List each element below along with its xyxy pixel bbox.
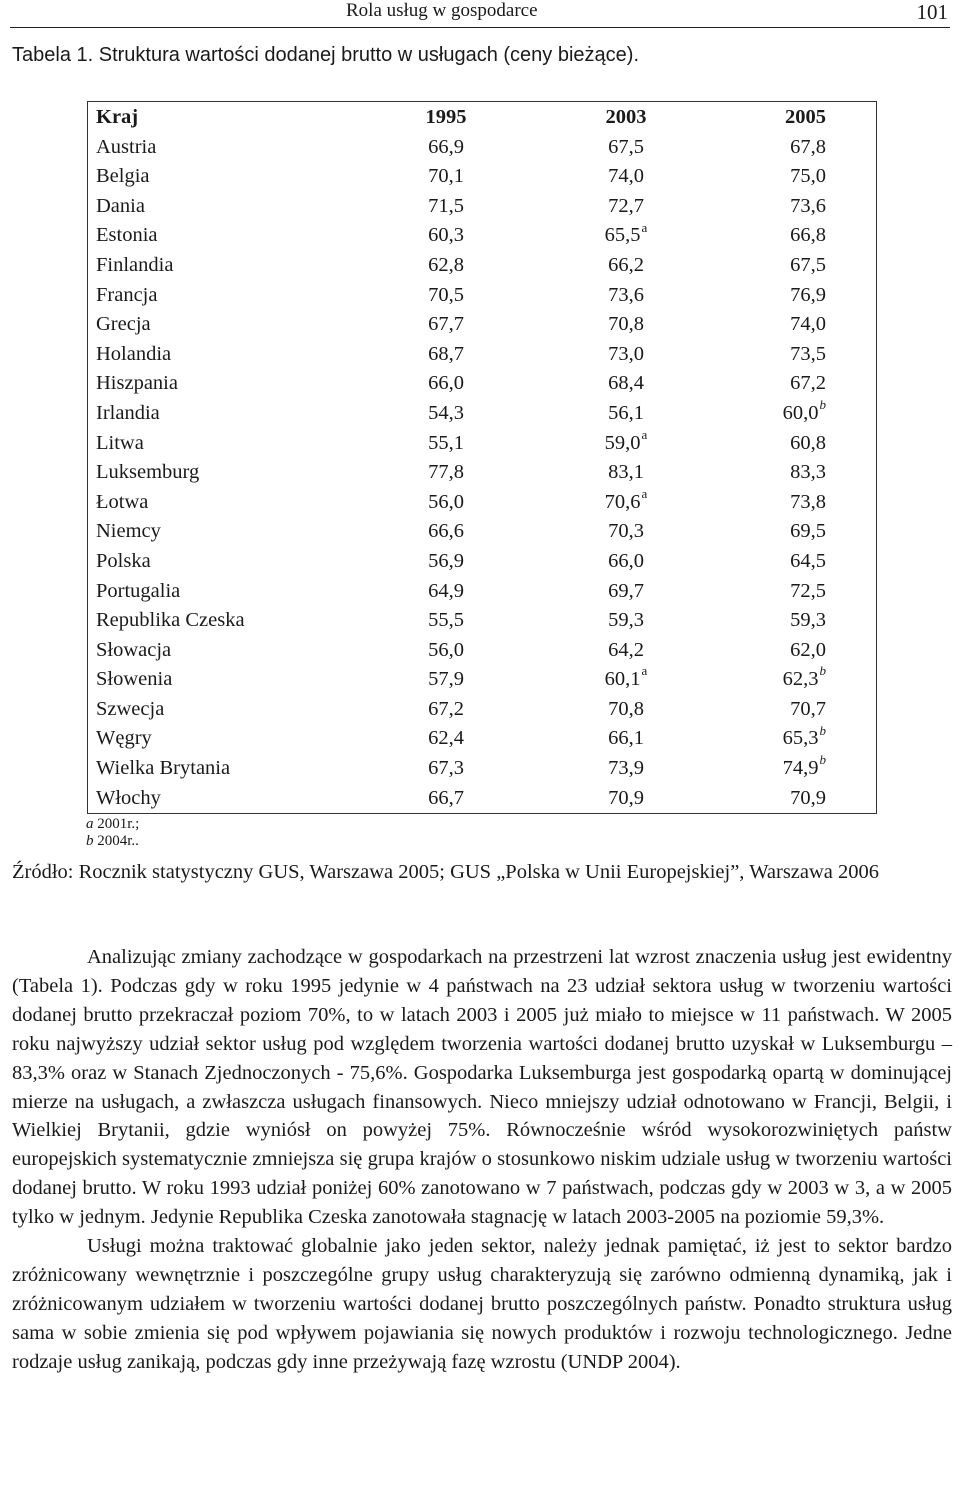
cell-2003 xyxy=(536,754,716,784)
cell-1995 xyxy=(356,724,536,754)
cell-1995 xyxy=(356,221,536,251)
cell-country xyxy=(88,340,357,370)
cell-country-value: Estonia xyxy=(96,224,158,247)
page-number: 101 xyxy=(916,0,948,24)
footnote-marker: b xyxy=(819,752,826,768)
column-header-2005: 2005 xyxy=(785,106,826,128)
cell-country-value: Luksemburg xyxy=(96,461,200,484)
cell-2003 xyxy=(536,577,716,607)
cell-2003 xyxy=(536,281,716,311)
cell-2005 xyxy=(716,577,877,607)
cell-2003-value: 65,5 xyxy=(604,224,641,247)
cell-1995 xyxy=(356,369,536,399)
cell-2005 xyxy=(716,665,877,695)
table-row xyxy=(88,577,877,607)
footnote-b xyxy=(86,833,139,850)
cell-country-value: Litwa xyxy=(96,431,144,454)
footnote-marker: b xyxy=(819,722,826,738)
cell-2005 xyxy=(716,162,877,192)
cell-1995 xyxy=(356,458,536,488)
cell-1995-value: 66,0 xyxy=(428,372,464,395)
cell-2003-value: 72,7 xyxy=(608,194,644,217)
cell-2003-value: 69,7 xyxy=(608,579,644,602)
cell-1995 xyxy=(356,251,536,281)
cell-country xyxy=(88,724,357,754)
cell-2005-value: 62,3 xyxy=(782,668,819,691)
cell-1995-value: 66,7 xyxy=(428,786,464,809)
cell-2003-value: 59,3 xyxy=(608,609,644,632)
cell-country xyxy=(88,547,357,577)
cell-2003 xyxy=(536,162,716,192)
footnote-a xyxy=(86,816,139,833)
cell-1995 xyxy=(356,281,536,311)
cell-country xyxy=(88,281,357,311)
table-row xyxy=(88,665,877,695)
cell-2003-value: 70,8 xyxy=(608,313,644,336)
footnote-text: 2004r.. xyxy=(93,833,139,849)
cell-2005 xyxy=(716,606,877,636)
footnote-mark: a xyxy=(86,816,94,832)
cell-2005-value: 60,8 xyxy=(790,431,826,454)
cell-country-value: Austria xyxy=(96,135,157,158)
cell-1995 xyxy=(356,636,536,666)
cell-2005-value: 73,5 xyxy=(790,342,826,365)
cell-2005 xyxy=(716,369,877,399)
cell-1995-value: 57,9 xyxy=(428,668,464,691)
cell-2005-value: 67,5 xyxy=(790,253,826,276)
body-text xyxy=(12,943,952,1377)
table-row xyxy=(88,517,877,547)
cell-2005-value: 59,3 xyxy=(790,609,826,632)
cell-country xyxy=(88,754,357,784)
cell-2003 xyxy=(536,636,716,666)
cell-1995 xyxy=(356,162,536,192)
cell-2005-value: 66,8 xyxy=(790,224,826,247)
column-header-1995: 1995 xyxy=(425,106,467,128)
cell-2003 xyxy=(536,310,716,340)
cell-country xyxy=(88,429,357,459)
cell-country-value: Szwecja xyxy=(96,697,165,720)
cell-2005 xyxy=(716,636,877,666)
table-row xyxy=(88,606,877,636)
cell-1995-value: 66,6 xyxy=(428,520,464,543)
table-row xyxy=(88,221,877,251)
cell-2003-value: 83,1 xyxy=(608,461,644,484)
cell-1995-value: 54,3 xyxy=(428,401,464,424)
cell-2003 xyxy=(536,665,716,695)
table-header-row xyxy=(88,102,877,133)
cell-country xyxy=(88,606,357,636)
footnote-marker: a xyxy=(641,426,648,442)
footnote-text: 2001r.; xyxy=(93,816,140,832)
cell-2005 xyxy=(716,251,877,281)
cell-country-value: Niemcy xyxy=(96,520,161,543)
cell-2003-value: 60,1 xyxy=(604,668,641,691)
value-added-table xyxy=(87,101,877,814)
cell-1995-value: 56,9 xyxy=(428,549,464,572)
cell-country-value: Grecja xyxy=(96,313,151,336)
cell-2005 xyxy=(716,399,877,429)
cell-2005-value: 75,0 xyxy=(790,165,826,188)
table-row xyxy=(88,695,877,725)
cell-2003-value: 73,6 xyxy=(608,283,644,306)
cell-2003-value: 70,3 xyxy=(608,520,644,543)
cell-2003 xyxy=(536,251,716,281)
cell-1995-value: 55,1 xyxy=(428,431,464,454)
cell-country-value: Hiszpania xyxy=(96,372,178,395)
cell-country xyxy=(88,369,357,399)
cell-country-value: Węgry xyxy=(96,727,152,750)
cell-2003 xyxy=(536,133,716,163)
table-row xyxy=(88,281,877,311)
cell-2005 xyxy=(716,547,877,577)
cell-1995-value: 70,5 xyxy=(428,283,464,306)
cell-2005-value: 65,3 xyxy=(782,727,819,750)
table-row xyxy=(88,369,877,399)
table-row xyxy=(88,340,877,370)
cell-country xyxy=(88,133,357,163)
column-header-country: Kraj xyxy=(96,106,139,128)
cell-2003 xyxy=(536,221,716,251)
footnote-marker: b xyxy=(819,397,826,413)
cell-country xyxy=(88,577,357,607)
cell-country-value: Łotwa xyxy=(96,490,149,513)
cell-2005 xyxy=(716,221,877,251)
cell-1995 xyxy=(356,695,536,725)
cell-2005-value: 73,8 xyxy=(790,490,826,513)
cell-2003-value: 66,1 xyxy=(608,727,644,750)
cell-country-value: Portugalia xyxy=(96,579,181,602)
cell-country xyxy=(88,517,357,547)
cell-2005-value: 70,7 xyxy=(790,697,826,720)
cell-1995 xyxy=(356,340,536,370)
cell-2003-value: 70,6 xyxy=(604,490,641,513)
cell-2005-value: 67,2 xyxy=(790,372,826,395)
cell-2003-value: 68,4 xyxy=(608,372,644,395)
cell-1995-value: 60,3 xyxy=(428,224,464,247)
cell-2005-value: 76,9 xyxy=(790,283,826,306)
cell-country xyxy=(88,310,357,340)
cell-country-value: Finlandia xyxy=(96,253,174,276)
cell-2005-value: 70,9 xyxy=(790,786,826,809)
cell-2003-value: 56,1 xyxy=(608,401,644,424)
cell-2005-value: 62,0 xyxy=(790,638,826,661)
cell-2005 xyxy=(716,133,877,163)
cell-1995-value: 56,0 xyxy=(428,490,464,513)
cell-1995 xyxy=(356,310,536,340)
cell-country-value: Wielka Brytania xyxy=(96,757,231,780)
cell-country-value: Republika Czeska xyxy=(96,609,245,632)
cell-1995 xyxy=(356,429,536,459)
cell-1995-value: 68,7 xyxy=(428,342,464,365)
table-row xyxy=(88,310,877,340)
table-row xyxy=(88,162,877,192)
cell-2003 xyxy=(536,784,716,814)
cell-2003-value: 59,0 xyxy=(604,431,641,454)
cell-1995-value: 55,5 xyxy=(428,609,464,632)
cell-2005-value: 60,0 xyxy=(782,401,819,424)
cell-2003 xyxy=(536,369,716,399)
cell-1995-value: 66,9 xyxy=(428,135,464,158)
cell-2005 xyxy=(716,429,877,459)
cell-country xyxy=(88,488,357,518)
cell-country xyxy=(88,251,357,281)
cell-1995 xyxy=(356,517,536,547)
cell-2003 xyxy=(536,458,716,488)
cell-2005 xyxy=(716,488,877,518)
cell-2005-value: 74,0 xyxy=(790,313,826,336)
cell-1995-value: 70,1 xyxy=(428,165,464,188)
cell-2005 xyxy=(716,340,877,370)
cell-1995-value: 62,8 xyxy=(428,253,464,276)
cell-2005-value: 73,6 xyxy=(790,194,826,217)
cell-1995 xyxy=(356,577,536,607)
cell-country xyxy=(88,458,357,488)
footnote-marker: a xyxy=(641,663,648,679)
table-row xyxy=(88,754,877,784)
table-source: Źródło: Rocznik statystyczny GUS, Warszawa 2005; GUS „Polska w Unii Europejskiej”, Warszawa 2006 xyxy=(12,861,880,883)
cell-2003 xyxy=(536,695,716,725)
cell-2003-value: 70,8 xyxy=(608,697,644,720)
table-footnotes xyxy=(86,816,139,850)
cell-2003-value: 67,5 xyxy=(608,135,644,158)
cell-2003-value: 70,9 xyxy=(608,786,644,809)
cell-2005-value: 74,9 xyxy=(782,757,819,780)
cell-country xyxy=(88,192,357,222)
cell-country-value: Holandia xyxy=(96,342,172,365)
table-row xyxy=(88,133,877,163)
cell-2005 xyxy=(716,724,877,754)
cell-2005 xyxy=(716,458,877,488)
column-header-2003: 2003 xyxy=(605,106,647,128)
cell-country-value: Belgia xyxy=(96,165,150,188)
table-row xyxy=(88,488,877,518)
cell-1995 xyxy=(356,488,536,518)
cell-1995-value: 56,0 xyxy=(428,638,464,661)
running-header xyxy=(10,0,950,28)
table-row xyxy=(88,547,877,577)
cell-country-value: Dania xyxy=(96,194,145,217)
cell-country xyxy=(88,665,357,695)
footnote-marker: a xyxy=(641,219,648,235)
table-row xyxy=(88,724,877,754)
cell-2003 xyxy=(536,517,716,547)
table-body xyxy=(88,133,877,814)
footnote-mark: b xyxy=(86,833,94,849)
cell-2003 xyxy=(536,426,716,459)
cell-1995 xyxy=(356,606,536,636)
footnote-marker: b xyxy=(819,663,826,679)
cell-1995 xyxy=(356,399,536,429)
cell-1995-value: 77,8 xyxy=(428,461,464,484)
cell-2005-value: 64,5 xyxy=(790,549,826,572)
cell-1995 xyxy=(356,547,536,577)
cell-2003 xyxy=(536,485,716,518)
cell-2005 xyxy=(716,281,877,311)
cell-2005-value: 69,5 xyxy=(790,520,826,543)
cell-2005-value: 72,5 xyxy=(790,579,826,602)
table-row xyxy=(88,399,877,429)
cell-2005 xyxy=(716,754,877,784)
footnote-marker: a xyxy=(641,485,648,501)
cell-1995 xyxy=(356,192,536,222)
cell-1995-value: 64,9 xyxy=(428,579,464,602)
cell-1995-value: 67,2 xyxy=(428,697,464,720)
cell-1995 xyxy=(356,784,536,814)
cell-2003 xyxy=(536,724,716,754)
cell-2003 xyxy=(536,340,716,370)
cell-2005 xyxy=(716,310,877,340)
cell-1995 xyxy=(356,133,536,163)
cell-2005-value: 83,3 xyxy=(790,461,826,484)
cell-country xyxy=(88,695,357,725)
cell-2003-value: 73,0 xyxy=(608,342,644,365)
cell-2005-value: 67,8 xyxy=(790,135,826,158)
cell-1995-value: 62,4 xyxy=(428,727,464,750)
table-row xyxy=(88,784,877,814)
cell-2005 xyxy=(716,192,877,222)
cell-2005 xyxy=(716,695,877,725)
cell-1995-value: 71,5 xyxy=(428,194,464,217)
cell-country-value: Irlandia xyxy=(96,401,160,424)
cell-2003 xyxy=(536,399,716,429)
cell-country xyxy=(88,221,357,251)
cell-1995 xyxy=(356,754,536,784)
cell-2003-value: 73,9 xyxy=(608,757,644,780)
cell-country-value: Francja xyxy=(96,283,158,306)
cell-2005 xyxy=(716,517,877,547)
cell-2003-value: 74,0 xyxy=(608,165,644,188)
cell-country-value: Słowenia xyxy=(96,668,173,691)
cell-2003 xyxy=(536,547,716,577)
table-row xyxy=(88,192,877,222)
table-caption: Tabela 1. Struktura wartości dodanej brutto w usługach (ceny bieżące). xyxy=(12,44,640,66)
cell-country-value: Słowacja xyxy=(96,638,172,661)
paragraph: Usługi można traktować globalnie jako jeden sektor, należy jednak pamiętać, iż jest to sektor bardzo zróżnicowany wewnętrznie i poszczególne grupy usług charakteryzują się zarówno odmienną dynamiką, jak i zróżnicowanym udziałem w tworzeniu wartości dodanej brutto poszczególnych państw. Ponadto struktura usług sama w sobie zmienia się pod wpływem pojawiania się nowych produktów i rozwoju technologicznego. Jedne rodzaje usług zanikają, podczas gdy inne przeżywają fazę wzrostu (UNDP 2004). xyxy=(12,1235,952,1373)
cell-1995 xyxy=(356,665,536,695)
cell-2003-value: 66,0 xyxy=(608,549,644,572)
running-title: Rola usług w gospodarce xyxy=(346,0,538,21)
cell-country xyxy=(88,784,357,814)
table-row xyxy=(88,429,877,459)
table-row xyxy=(88,636,877,666)
paragraph: Analizując zmiany zachodzące w gospodarkach na przestrzeni lat wzrost znaczenia usług jest ewidentny (Tabela 1). Podczas gdy w roku 1995 jedynie w 4 państwach na 23 udział sektora usług w tworzeniu wartości dodanej brutto przekraczał poziom 70%, to w latach 2003 i 2005 już miało to miejsce w 11 państwach. W 2005 roku najwyższy udział sektor usług pod względem tworzenia wartości dodanej brutto uzyskał w Luksemburgu – 83,3% oraz w Stanach Zjednoczonych - 75,6%. Gospodarka Luksemburga jest gospodarką opartą w dominującej mierze na usługach, a zwłaszcza usługach finansowych. Nieco mniejszy udział odnotowano w Francji, Belgii, i Wielkiej Brytanii, gdzie wyniósł on powyżej 75%. Równocześnie wśród wysokorozwiniętych państw europejskich systematycznie zmniejsza się grupa krajów o stosunkowo niskim udziale usług w tworzeniu wartości dodanej brutto. W roku 1993 udział poniżej 60% zanotowano w 7 państwach, podczas gdy w 2003 w 3, a w 2005 tylko w jednym. Jedynie Republika Czeska zanotowała stagnację w latach 2003-2005 na poziomie 59,3%. xyxy=(12,946,952,1229)
cell-1995-value: 67,7 xyxy=(428,313,464,336)
cell-2003 xyxy=(536,606,716,636)
cell-country-value: Włochy xyxy=(96,786,161,809)
cell-country xyxy=(88,636,357,666)
cell-2003 xyxy=(536,192,716,222)
table-row xyxy=(88,251,877,281)
cell-country-value: Polska xyxy=(96,549,151,572)
cell-country xyxy=(88,162,357,192)
cell-2005 xyxy=(716,784,877,814)
cell-1995-value: 67,3 xyxy=(428,757,464,780)
cell-country xyxy=(88,399,357,429)
cell-2003-value: 64,2 xyxy=(608,638,644,661)
cell-2003-value: 66,2 xyxy=(608,253,644,276)
table-row xyxy=(88,458,877,488)
